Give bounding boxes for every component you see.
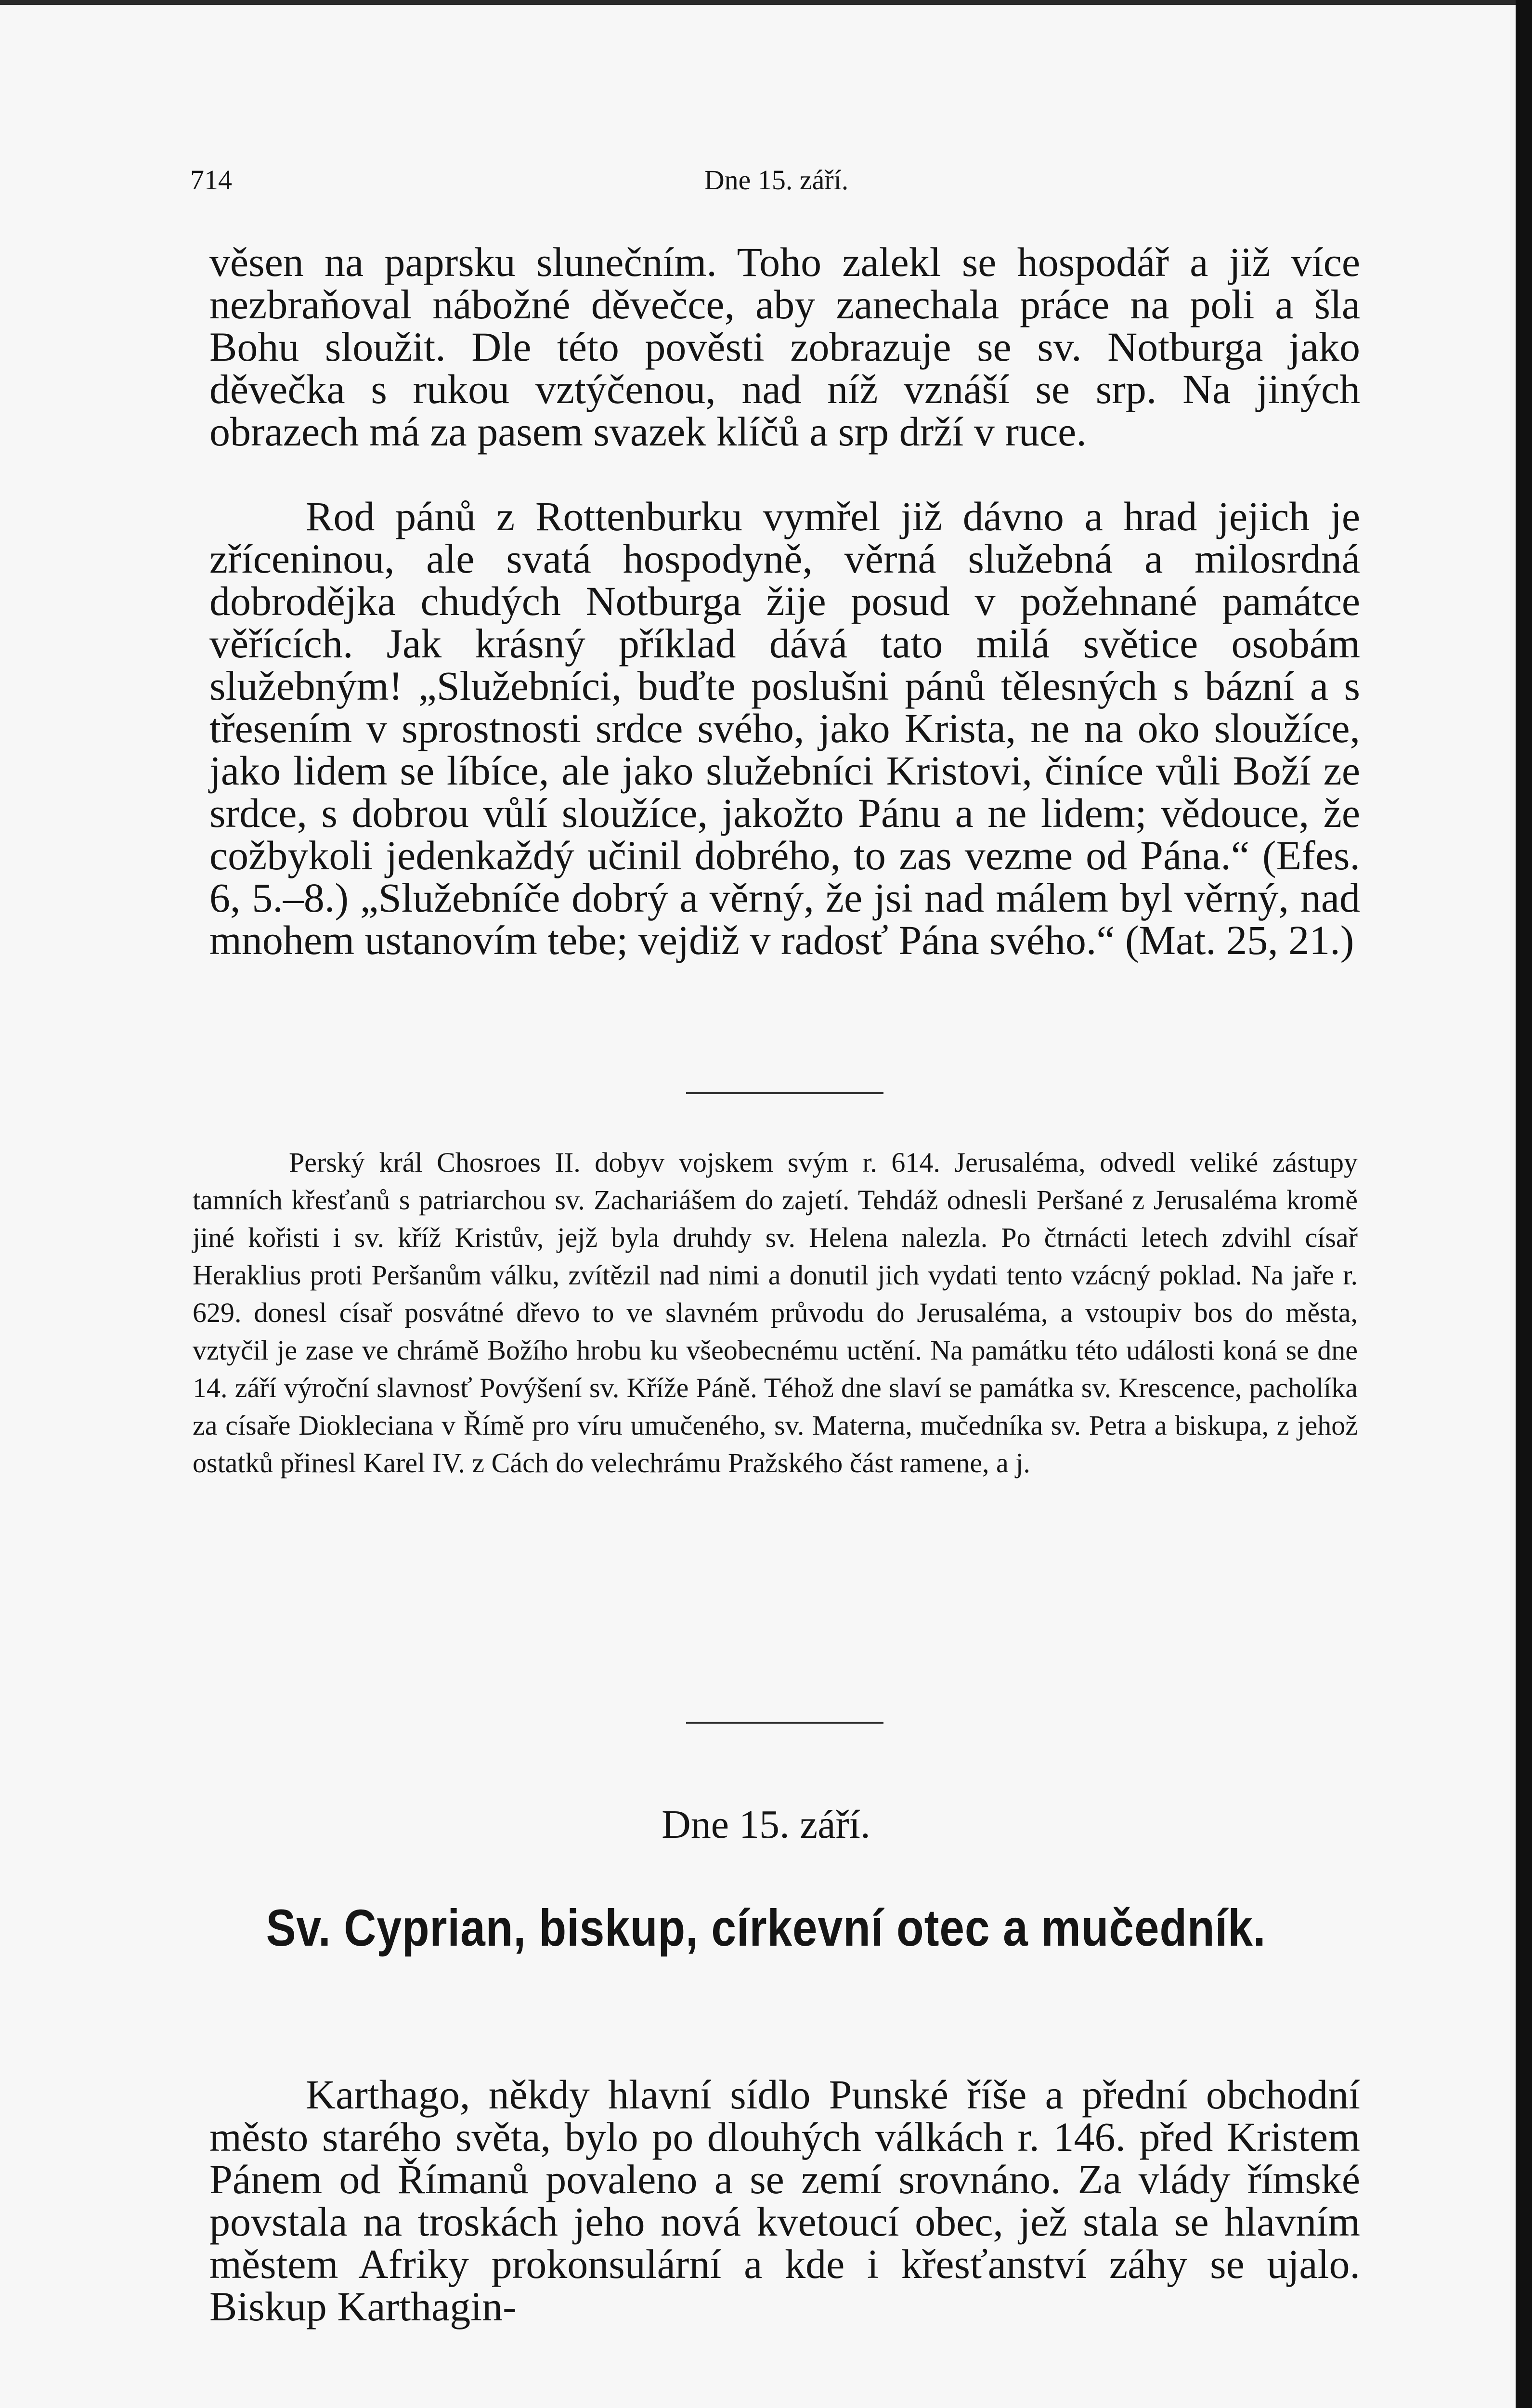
page-number: 714 (190, 164, 232, 196)
scan-edge-right (1516, 0, 1532, 2408)
separator-rule (686, 1092, 883, 1094)
section-title: Sv. Cyprian, biskup, církevní otec a mučedník. (266, 1898, 1266, 1957)
page-header (190, 152, 1363, 205)
paragraph-rottenburk: Rod pánů z Rottenburku vymřel již dávno a hrad jejich je zříceninou, ale svatá hospodyně, věrná služebná a milosrdná dobrodějka chudých Notburga žije posud v požehnané památce věřících. Jak krásný příklad dává tato milá světice osobám služebným! „Služebníci, buďte poslušni pánů tělesných s bázní a s třesením v sprostnosti srdce svého, jako Krista, ne na oko sloužíce, jako lidem se líbíce, ale jako služebníci Kristovi, činíce vůli Boží ze srdce, s dobrou vůlí sloužíce, jakožto Pánu a ne lidem; vědouce, že cožbykoli jedenkaždý učinil dobrého, to zas vezme od Pána.“ (Efes. 6, 5.–8.) „Služebníče dobrý a věrný, že jsi nad málem byl věrný, nad mnohem ustanovím tebe; vejdiž v radosť Pána svého.“ (Mat. 25, 21.) (209, 493, 1360, 963)
footnote-chosroes: Perský král Chosroes II. dobyv vojskem svým r. 614. Jerusaléma, odvedl veliké zástupy tamních křesťanů s patriarchou sv. Zachariášem do zajetí. Tehdáž odnesli Peršané z Jerusaléma kromě jiné kořisti i sv. kříž Kristův, jejž byla druhdy sv. Helena nalezla. Po čtrnácti letech zdvihl císař Heraklius proti Peršanům válku, zvítězil nad nimi a donutil jich vydati tento vzácný poklad. Na jaře r. 629. donesl císař posvátné dřevo to ve slavném průvodu do Jerusaléma, a vstoupiv bos do města, vztyčil je zase ve chrámě Božího hrobu ku všeobecnému uctění. Na památku této události koná se dne 14. září výroční slavnosť Povýšení sv. Kříže Páně. Téhož dne slaví se památka sv. Krescence, pacholíka za císaře Diokleciana v Římě pro víru umučeného, sv. Materna, mučedníka sv. Petra a biskupa, z jehož ostatků přinesl Karel IV. z Cách do velechrámu Pražského část ramene, a j. (193, 1147, 1358, 1479)
running-head: Dne 15. září. (704, 164, 849, 196)
scan-edge-top (0, 0, 1532, 5)
separator-rule (686, 1722, 883, 1724)
section-date-heading: Dne 15. září. (662, 1802, 870, 1847)
paragraph-notburga-legend: věsen na paprsku slunečním. Toho zalekl se hospodář a již více nezbraňoval nábožné děvečce, aby zanechala práce na poli a šla Bohu sloužit. Dle této pověsti zobrazuje se sv. Notburga jako děvečka s rukou vztýčenou, nad níž vznáší se srp. Na jiných obrazech má za pasem svazek klíčů a srp drží v ruce. (209, 239, 1360, 455)
paragraph-karthago: Karthago, někdy hlavní sídlo Punské říše a přední obchodní město starého světa, bylo po dlouhých válkách r. 146. před Kristem Pánem od Římanů povaleno a se zemí srovnáno. Za vlády římské povstala na troskách jeho nová kvetoucí obec, jež stala se hlavním městem Afriky prokonsulární a kde i křesťanství záhy se ujalo. Biskup Karthagin- (209, 2071, 1360, 2329)
